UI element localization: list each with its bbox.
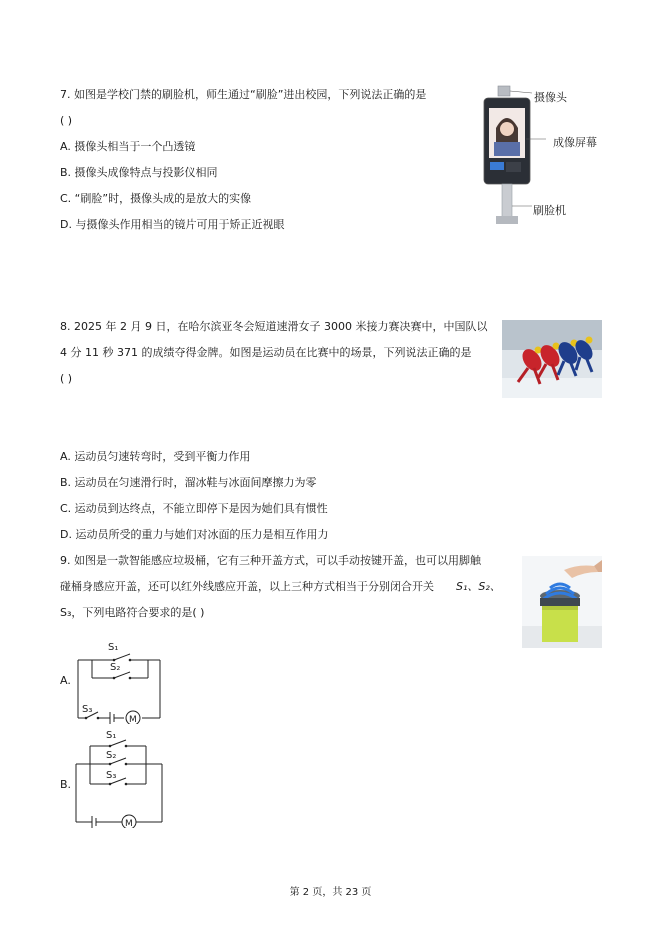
q9-option-b-label: B.	[60, 778, 72, 791]
circuit-b-s2-label: S₂	[106, 750, 117, 761]
q9-switch-list: S₁、S₂、	[456, 580, 501, 593]
circuit-b-diagram	[74, 728, 166, 828]
q7-option-c: C. “刷脸”时，摄像头成的是放大的实像	[60, 192, 252, 205]
q9-stem-line2: 碰桶身感应开盖，还可以红外线感应开盖，以上三种方式相当于分别闭合开关	[60, 580, 434, 593]
circuit-a-s3-label: S₃	[82, 704, 93, 715]
circuit-a-s1-label: S₁	[108, 642, 119, 653]
q8-paren: ( )	[60, 372, 73, 385]
circuit-b-motor-label: M	[125, 819, 133, 828]
q8-option-c: C. 运动员到达终点，不能立即停下是因为她们具有惯性	[60, 502, 328, 515]
page-footer: 第 2 页，共 23 页	[289, 887, 372, 898]
q8-option-b: B. 运动员在匀速滑行时，溜冰鞋与冰面间摩擦力为零	[60, 476, 317, 489]
q7-paren: ( )	[60, 114, 73, 127]
q8-option-a: A. 运动员匀速转弯时，受到平衡力作用	[60, 450, 251, 463]
speed-skating-photo	[502, 320, 602, 398]
q9-option-a-label: A.	[60, 674, 71, 687]
screen-label: 成像屏幕	[553, 136, 597, 149]
q9-stem-line3: S₃，下列电路符合要求的是( )	[60, 606, 205, 619]
q8-stem-line2: 4 分 11 秒 371 的成绩夺得金牌。如图是运动员在比赛中的场景，下列说法正确的是	[60, 346, 472, 359]
smart-trash-can-photo	[522, 556, 602, 648]
circuit-a-s2-label: S₂	[110, 662, 121, 673]
circuit-b-s3-label: S₃	[106, 770, 117, 781]
q8-stem-line1: 8. 2025 年 2 月 9 日，在哈尔滨亚冬会短道速滑女子 3000 米接力赛决赛中，中国队以	[60, 320, 488, 333]
q9-stem-line1: 9. 如图是一款智能感应垃圾桶，它有三种开盖方式，可以手动按键开盖，也可以用脚触	[60, 554, 481, 567]
circuit-a-diagram	[74, 626, 164, 724]
q7-stem: 7. 如图是学校门禁的刷脸机，师生通过“刷脸”进出校园，下列说法正确的是	[60, 88, 427, 101]
camera-label: 摄像头	[534, 91, 567, 104]
machine-label: 刷脸机	[533, 204, 566, 217]
q7-option-b: B. 摄像头成像特点与投影仪相同	[60, 166, 218, 179]
q7-option-d: D. 与摄像头作用相当的镜片可用于矫正近视眼	[60, 218, 285, 231]
circuit-b-s1-label: S₁	[106, 730, 117, 741]
circuit-a-motor-label: M	[129, 715, 137, 724]
q7-option-a: A. 摄像头相当于一个凸透镜	[60, 140, 196, 153]
q8-option-d: D. 运动员所受的重力与她们对冰面的压力是相互作用力	[60, 528, 329, 541]
